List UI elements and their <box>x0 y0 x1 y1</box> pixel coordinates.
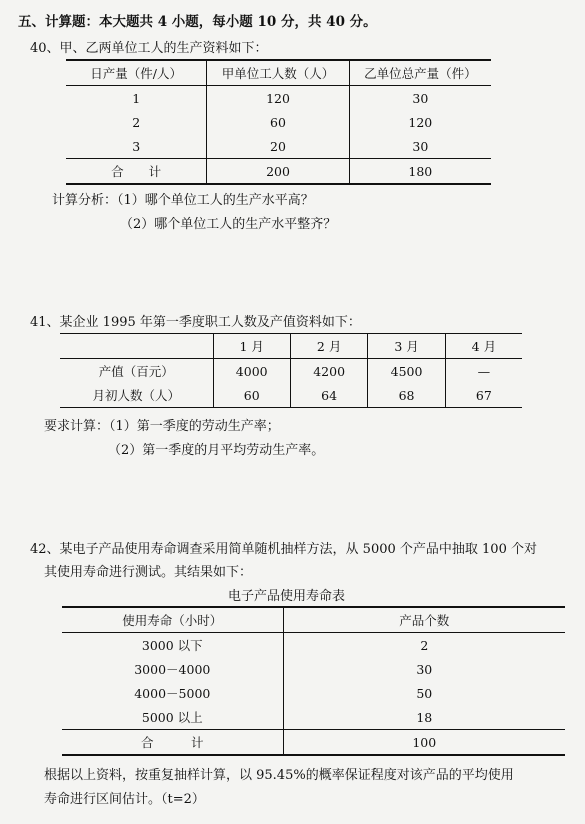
question-41-text: 41、某企业 1995 年第一季度职工人数及产值资料如下： <box>30 315 361 330</box>
table-41-header-cell: 2 月 <box>290 334 367 359</box>
table-cell: 67 <box>475 387 492 403</box>
total-label: 合 计 <box>66 159 207 185</box>
table-cell: 120 <box>207 86 349 111</box>
question-40-analysis-2: （2）哪个单位工人的生产水平整齐？ <box>120 217 337 232</box>
table-cell: 64 <box>290 383 367 408</box>
table-41-header-cell: 4 月 <box>445 334 522 359</box>
table-cell: 200 <box>207 159 349 185</box>
table-cell: 3000 以下 <box>62 633 283 658</box>
table-40-row <box>66 134 491 159</box>
table-cell: 180 <box>349 159 491 185</box>
table-cell: 4000－5000 <box>62 681 283 705</box>
table-42-total-row <box>62 730 565 756</box>
question-40-text: 40、甲、乙两单位工人的生产资料如下： <box>30 41 268 56</box>
table-cell: 4000 <box>213 359 290 384</box>
table-40 <box>66 59 491 185</box>
table-42-row <box>62 705 565 730</box>
table-cell: 3000－4000 <box>62 657 283 681</box>
table-41 <box>60 333 522 408</box>
table-41-header-cell: 1 月 <box>213 334 290 359</box>
table-cell: 100 <box>283 730 565 756</box>
row-label: 产值（百元） <box>60 359 213 384</box>
table-42-header-cell: 使用寿命（小时） <box>62 607 283 633</box>
table-41-header-cell: 3 月 <box>368 334 445 359</box>
table-40-header-row <box>66 60 491 86</box>
question-41-requirement-2: （2）第一季度的月平均劳动生产率。 <box>108 443 325 458</box>
table-cell: — <box>477 363 491 379</box>
total-label: 合 计 <box>62 730 283 756</box>
table-cell: 120 <box>408 114 433 130</box>
table-40-header-cell: 甲单位工人数（人） <box>207 60 349 86</box>
table-cell: 20 <box>207 134 349 159</box>
table-40-row <box>66 110 491 134</box>
table-42-row <box>62 681 565 705</box>
question-42-closing-line-1: 根据以上资料，按重复抽样计算，以 95.45%的概率保证程度对该产品的平均使用 <box>44 768 514 783</box>
table-cell: 30 <box>416 661 433 677</box>
row-label: 月初人数（人） <box>60 383 213 408</box>
table-40-total-row <box>66 159 491 185</box>
table-42-header-row <box>62 607 565 633</box>
table-41-header-row <box>60 334 522 359</box>
table-42 <box>62 606 565 756</box>
table-40-header-cell: 日产量（件/人） <box>66 60 207 86</box>
table-41-row <box>60 359 522 384</box>
table-cell: 60 <box>213 383 290 408</box>
table-cell: 50 <box>416 685 433 701</box>
question-42-closing-line-2: 寿命进行区间估计。（t=2） <box>44 792 205 807</box>
question-40-analysis-1: 计算分析：（1）哪个单位工人的生产水平高？ <box>52 193 314 208</box>
question-41-requirement-1: 要求计算：（1）第一季度的劳动生产率； <box>44 419 280 434</box>
table-42-title: 电子产品使用寿命表 <box>228 589 346 604</box>
table-cell: 2 <box>66 110 207 134</box>
table-41-row <box>60 383 522 408</box>
table-cell: 68 <box>368 383 445 408</box>
question-42-text-line-1: 42、某电子产品使用寿命调查采用简单随机抽样方法，从 5000 个产品中抽取 100 个对 <box>30 542 537 557</box>
table-42-row <box>62 633 565 658</box>
table-cell: 30 <box>412 138 429 154</box>
table-cell: 60 <box>207 110 349 134</box>
table-cell: 2 <box>420 637 429 653</box>
table-cell: 30 <box>412 90 429 106</box>
section-heading: 五、计算题：本大题共 4 小题，每小题 10 分，共 40 分。 <box>18 14 377 30</box>
question-42-text-line-2: 其使用寿命进行测试。其结果如下： <box>44 565 253 580</box>
table-40-header-cell: 乙单位总产量（件） <box>349 60 491 86</box>
table-cell: 18 <box>416 709 433 725</box>
table-cell: 4500 <box>368 359 445 384</box>
table-40-row <box>66 86 491 111</box>
table-cell: 3 <box>66 134 207 159</box>
table-42-header-cell: 产品个数 <box>283 607 565 633</box>
table-cell: 4200 <box>290 359 367 384</box>
table-cell: 5000 以上 <box>62 705 283 730</box>
table-cell: 1 <box>66 86 207 111</box>
table-41-header-cell <box>60 334 213 359</box>
table-42-row <box>62 657 565 681</box>
